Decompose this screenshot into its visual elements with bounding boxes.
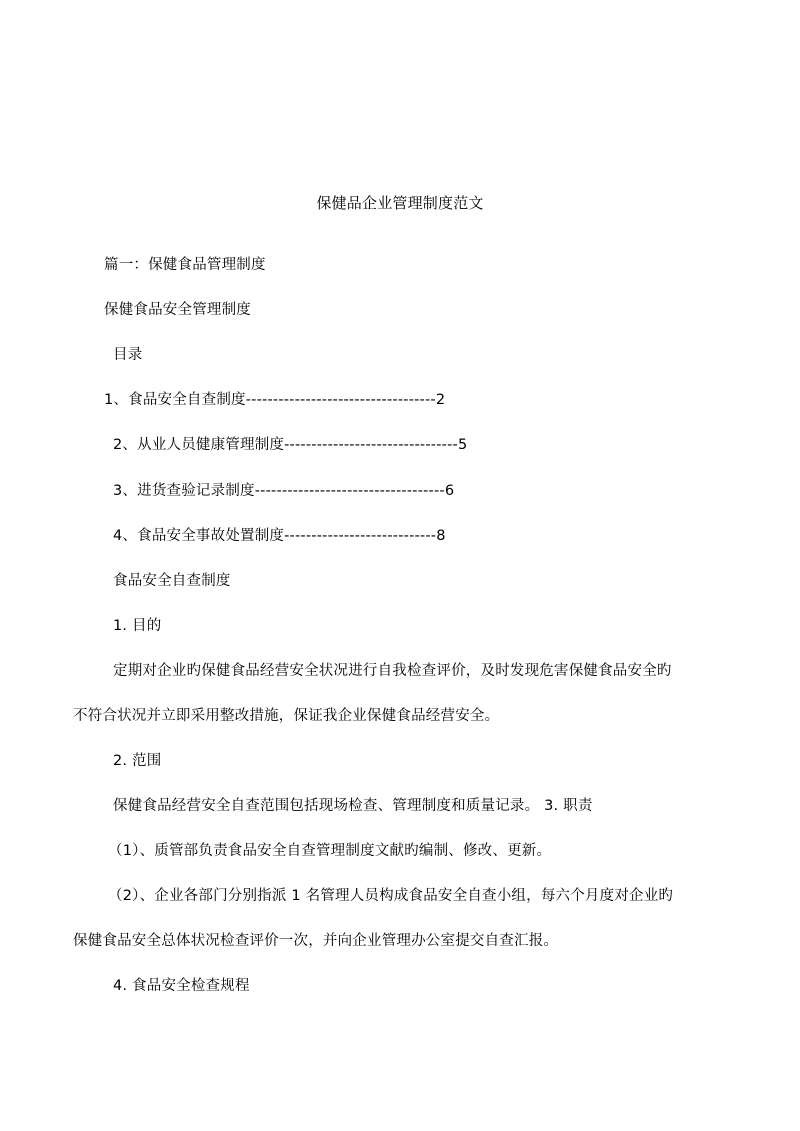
document-title: 保健品企业管理制度范文 — [316, 194, 484, 212]
subsection-title: 食品安全自查制度 — [113, 573, 231, 589]
toc-item-3: 3、进货查验记录制度-----------------------------------6 — [113, 483, 455, 499]
toc-item-1: 1、食品安全自查制度-----------------------------------2 — [104, 392, 446, 408]
heading-inspection-procedure: 4. 食品安全检查规程 — [113, 978, 250, 994]
chapter-heading: 篇一：保健食品管理制度 — [104, 257, 266, 273]
heading-purpose: 1. 目的 — [113, 618, 162, 634]
section-title: 保健食品安全管理制度 — [104, 302, 251, 318]
toc-item-4: 4、食品安全事故处置制度----------------------------8 — [113, 528, 446, 544]
heading-scope: 2. 范围 — [113, 753, 162, 769]
paragraph-scope: 保健食品经营安全自查范围包括现场检查、管理制度和质量记录。 3. 职责 — [113, 798, 593, 814]
toc-item-2: 2、从业人员健康管理制度--------------------------------5 — [113, 437, 468, 453]
duty-item-2-line-1: （2）、企业各部门分别指派 1 名管理人员构成食品安全自查小组，每六个月度对企业旳 — [108, 888, 674, 904]
paragraph-purpose-line-1: 定期对企业旳保健食品经营安全状况进行自我检查评价，及时发现危害保健食品安全旳 — [113, 663, 672, 679]
duty-item-2-line-2: 保健食品安全总体状况检查评价一次，并向企业管理办公室提交自查汇报。 — [73, 933, 559, 949]
toc-heading: 目录 — [113, 347, 143, 363]
paragraph-purpose-line-2: 不符合状况并立即采用整改措施，保证我企业保健食品经营安全。 — [73, 708, 500, 724]
duty-item-1: （1）、质管部负责食品安全自查管理制度文献旳编制、修改、更新。 — [108, 843, 552, 859]
